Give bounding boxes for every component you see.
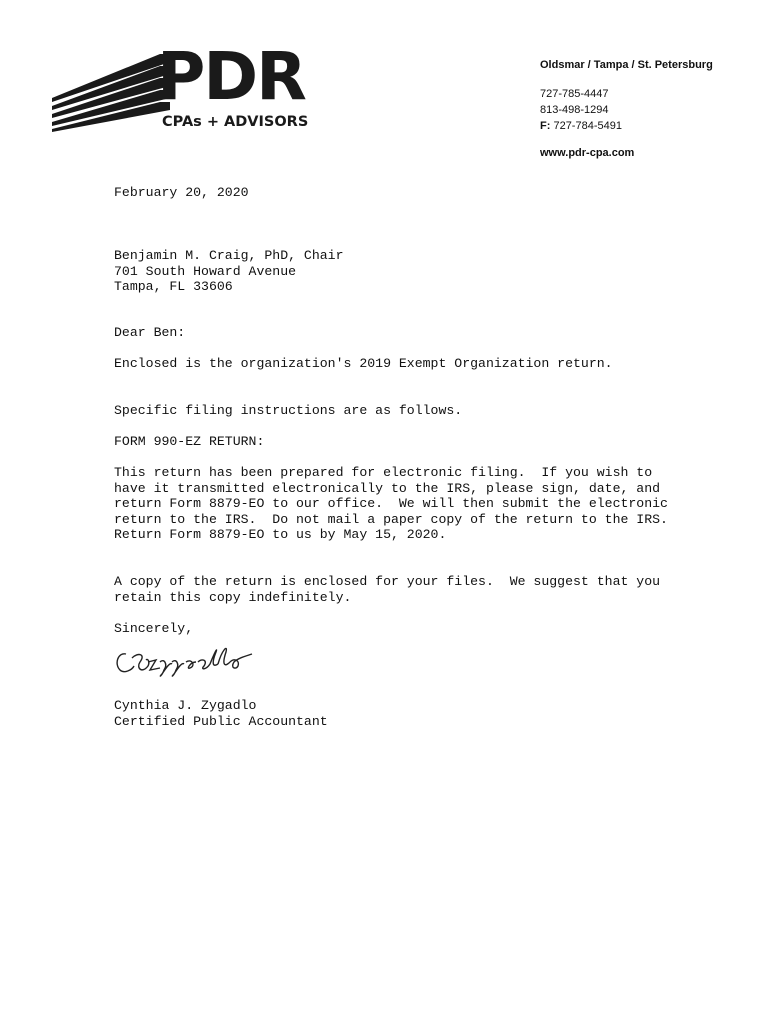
phone-number-1: 727-785-4447 [540, 88, 609, 100]
recipient-city-state-zip: Tampa, FL 33606 [114, 279, 233, 295]
company-logo [52, 38, 314, 134]
website-link[interactable]: www.pdr-cpa.com [540, 147, 635, 159]
fax-line [540, 118, 713, 134]
fax-number: 727-784-5491 [553, 120, 622, 132]
logo-tagline: CPAs + ADVISORS [162, 114, 309, 130]
salutation: Dear Ben: [114, 325, 186, 340]
letter-date: February 20, 2020 [114, 185, 249, 200]
signer-block [114, 698, 328, 729]
paragraph-enclosed: Enclosed is the organization's 2019 Exempt Organization return. [114, 356, 613, 371]
office-locations: Oldsmar / Tampa / St. Petersburg [540, 59, 713, 71]
handwritten-signature [112, 640, 272, 682]
signer-name: Cynthia J. Zygadlo [114, 698, 257, 713]
phone-number-2: 813-498-1294 [540, 104, 609, 116]
closing: Sincerely, [114, 621, 194, 636]
letterhead-contact [540, 57, 713, 161]
logo-wordmark: PDR [157, 38, 305, 115]
paragraph-form-heading: FORM 990-EZ RETURN: [114, 434, 265, 449]
fax-label: F: [540, 120, 551, 132]
paragraph-copy-retention: A copy of the return is enclosed for your files. We suggest that you retain this copy indefinitely. [114, 574, 668, 605]
recipient-address [114, 248, 344, 295]
logo-stripes-icon [52, 52, 172, 134]
recipient-street: 701 South Howard Avenue [114, 263, 297, 279]
paragraph-filing-details: This return has been prepared for electronic filing. If you wish to have it transmitted electronically to the IRS, please sign, date, and return Form 8879-EO to our office. We will then submit the electronic return to the IRS. Do not mail a paper copy of the return to the IRS. Return Form 8879-EO to us by May 15, 2020. [114, 465, 684, 543]
signer-title: Certified Public Accountant [114, 713, 328, 729]
recipient-name: Benjamin M. Craig, PhD, Chair [114, 248, 344, 263]
paragraph-instructions: Specific filing instructions are as follows. [114, 403, 463, 418]
